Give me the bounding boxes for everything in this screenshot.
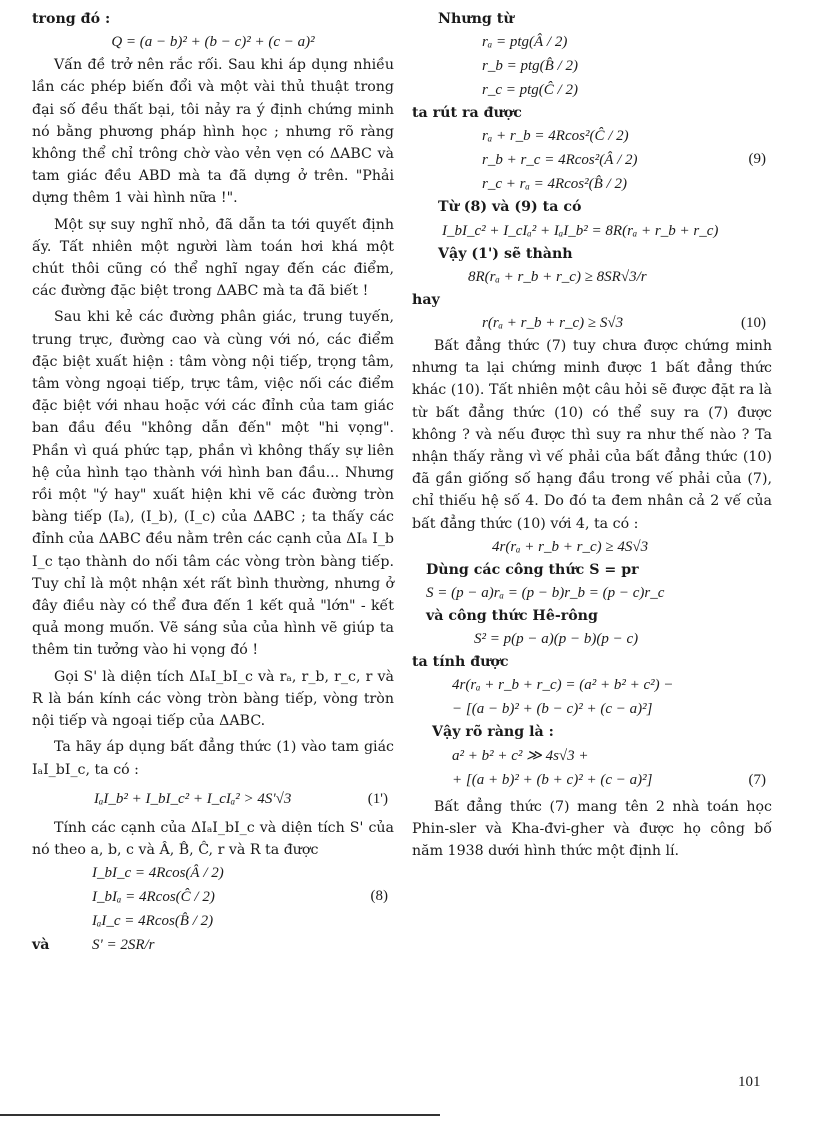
equation-text: IₐI_b² + I_bI_c² + I_cIₐ² > 4S'√3 <box>94 790 292 807</box>
equation-line: a² + b² + c² ≫ 4s√3 + <box>452 747 589 764</box>
paragraph: Gọi S' là diện tích ΔIₐI_bI_c và rₐ, r_b, r_c, r và R là bán kính các vòng tròn bàng tiếp, vòng tròn nội tiếp và ngoại tiếp của ΔABC. <box>32 668 394 730</box>
equation-line: r_c + rₐ = 4Rcos²(B̂ / 2) <box>482 176 627 193</box>
equation-line: rₐ = ptg(Â / 2) <box>482 34 568 51</box>
equation-text: + [(a + b)² + (b + c)² + (c − a)²] <box>452 771 653 788</box>
equation-10 <box>412 311 772 335</box>
equation-tag: (8) <box>370 888 388 905</box>
paragraph: Vấn đề trở nên rắc rối. Sau khi áp dụng nhiều lần các phép biến đổi và một vài thủ thuật trong đại số đều thất bại, tôi nảy ra ý định chứng minh nó bằng phương pháp hình học ; nhưng rõ ràng không thể chỉ trông chờ vào vẻn vẹn có ΔABC và tam giác đều ABD mà ta đã dựng ở trên. "Phải dựng thêm 1 vài hình nữa !". <box>32 57 394 207</box>
equation-tag: (10) <box>741 315 766 332</box>
equation-group-8 <box>32 861 394 933</box>
footer-rule <box>0 1114 440 1116</box>
label-text: hay <box>412 291 440 308</box>
equation-text: S' = 2SR/r <box>92 937 155 954</box>
label-text: Vậy (1') sẽ thành <box>438 245 573 262</box>
equation-tag: (9) <box>748 151 766 168</box>
intro-text: trong đó : <box>32 11 111 27</box>
paragraph: Một sự suy nghĩ nhỏ, đã dẫn ta tới quyết định ấy. Tất nhiên một người làm toán hơi khá một chút thôi cũng có thể nghĩ ngay đến các điểm, các đường đặc biệt trong ΔABC mà ta đã biết ! <box>32 216 394 300</box>
equation-text: r(rₐ + r_b + r_c) ≥ S√3 <box>482 315 624 332</box>
equation-8-line: I_bI_c = 4Rcos(Â / 2) <box>92 865 224 882</box>
equation-8-line: I_bIₐ = 4Rcos(Ĉ / 2) <box>92 889 215 906</box>
equation-Q: Q = (a − b)² + (b − c)² + (c − a)² <box>111 34 315 51</box>
equation-7 <box>412 768 772 792</box>
equation-line: r_c = ptg(Ĉ / 2) <box>482 82 578 99</box>
label-text: Dùng các công thức S = pr <box>426 561 639 578</box>
equation-line: 4r(rₐ + r_b + r_c) = (a² + b² + c²) − <box>452 677 674 694</box>
equation-line: 4r(rₐ + r_b + r_c) ≥ 4S√3 <box>492 538 649 555</box>
va-label: và <box>32 937 50 954</box>
equation-line: r_b + r_c = 4Rcos²(Â / 2) <box>482 152 638 169</box>
label-text: Vậy rõ ràng là : <box>432 724 554 741</box>
equation-line: I_bI_c² + I_cIₐ² + IₐI_b² = 8R(rₐ + r_b + r_c) <box>442 222 719 239</box>
label-text: Từ (8) và (9) ta có <box>438 199 582 216</box>
paragraph: Bất đẳng thức (7) tuy chưa được chứng minh nhưng ta lại chứng minh được 1 bất đẳng thức khác (10). Tất nhiên một câu hỏi sẽ được đặt ra là từ bất đẳng thức (10) có thể suy ra (7) được không ? và nếu được thì suy ra như thế nào ? Ta nhận thấy rằng vì vế phải của bất đẳng thức (10) đã gần giống số hạng đầu trong vế phải của (7), chỉ thiếu hệ số 4. Do đó ta đem nhân cả 2 vế của bất đẳng thức (10) với 4, ta có : <box>412 338 772 532</box>
paragraph: Ta hãy áp dụng bất đẳng thức (1) vào tam giác IₐI_bI_c, ta có : <box>32 739 394 778</box>
equation-S-prime <box>32 933 394 957</box>
page-number: 101 <box>738 1074 761 1090</box>
label-text: ta rút ra được <box>412 105 522 122</box>
equation-1prime <box>32 787 394 811</box>
equation-tag: (1') <box>367 790 388 807</box>
equation-line: 8R(rₐ + r_b + r_c) ≥ 8SR√3/r <box>468 268 647 285</box>
equation-tag: (7) <box>748 771 766 788</box>
equation-group-9 <box>412 124 772 196</box>
equation-line: S² = p(p − a)(p − b)(p − c) <box>474 631 639 648</box>
equation-8-line: IₐI_c = 4Rcos(B̂ / 2) <box>92 913 214 930</box>
label-text: ta tính được <box>412 654 509 671</box>
right-column <box>412 8 772 862</box>
equation-line: rₐ + r_b = 4Rcos²(Ĉ / 2) <box>482 128 629 145</box>
paragraph: Bất đẳng thức (7) mang tên 2 nhà toán học Phin-sler và Kha-đvi-gher và được họ công bố năm 1938 dưới hình thức một định lí. <box>412 798 772 860</box>
paragraph: Tính các cạnh của ΔIₐI_bI_c và diện tích S' của nó theo a, b, c và Â, B̂, Ĉ, r và R ta được <box>32 819 394 858</box>
equation-line: − [(a − b)² + (b − c)² + (c − a)²] <box>452 701 653 718</box>
equation-line: r_b = ptg(B̂ / 2) <box>482 58 578 75</box>
label-text: Nhưng từ <box>438 11 514 27</box>
label-text: và công thức Hê-rông <box>426 608 598 625</box>
equation-line: S = (p − a)rₐ = (p − b)r_b = (p − c)r_c <box>426 585 665 602</box>
left-column <box>32 8 394 957</box>
paragraph: Sau khi kẻ các đường phân giác, trung tuyến, trung trực, đường cao và cùng với nó, các điểm đặc biệt xuất hiện : tâm vòng nội tiếp, trọng tâm, tâm vòng ngoại tiếp, trực tâm, việc nối các điểm đặc biệt với nhau hoặc với các đỉnh của tam giác ban đầu đều "không dẫn đến" một "hi vọng". Phần vì quá phức tạp, phần vì không thấy sự liên hệ của hình tạo thành với hình ban đầu... Nhưng rồi một "ý hay" xuất hiện khi vẽ các đường tròn bàng tiếp (Iₐ), (I_b), (I_c) của ΔABC ; ta thấy các đỉnh của ΔABC đều nằm trên các cạnh của ΔIₐ I_b I_c tạo thành do nối tâm các vòng tròn bàng tiếp. Tuy chỉ là một nhận xét rất bình thường, nhưng ở đây điều này có thể đưa đến 1 kết quả "lớn" - kết quả mong muốn. Vẽ sáng sủa của hình vẽ giúp ta thêm tin tưởng vào hi vọng đó ! <box>32 309 394 659</box>
